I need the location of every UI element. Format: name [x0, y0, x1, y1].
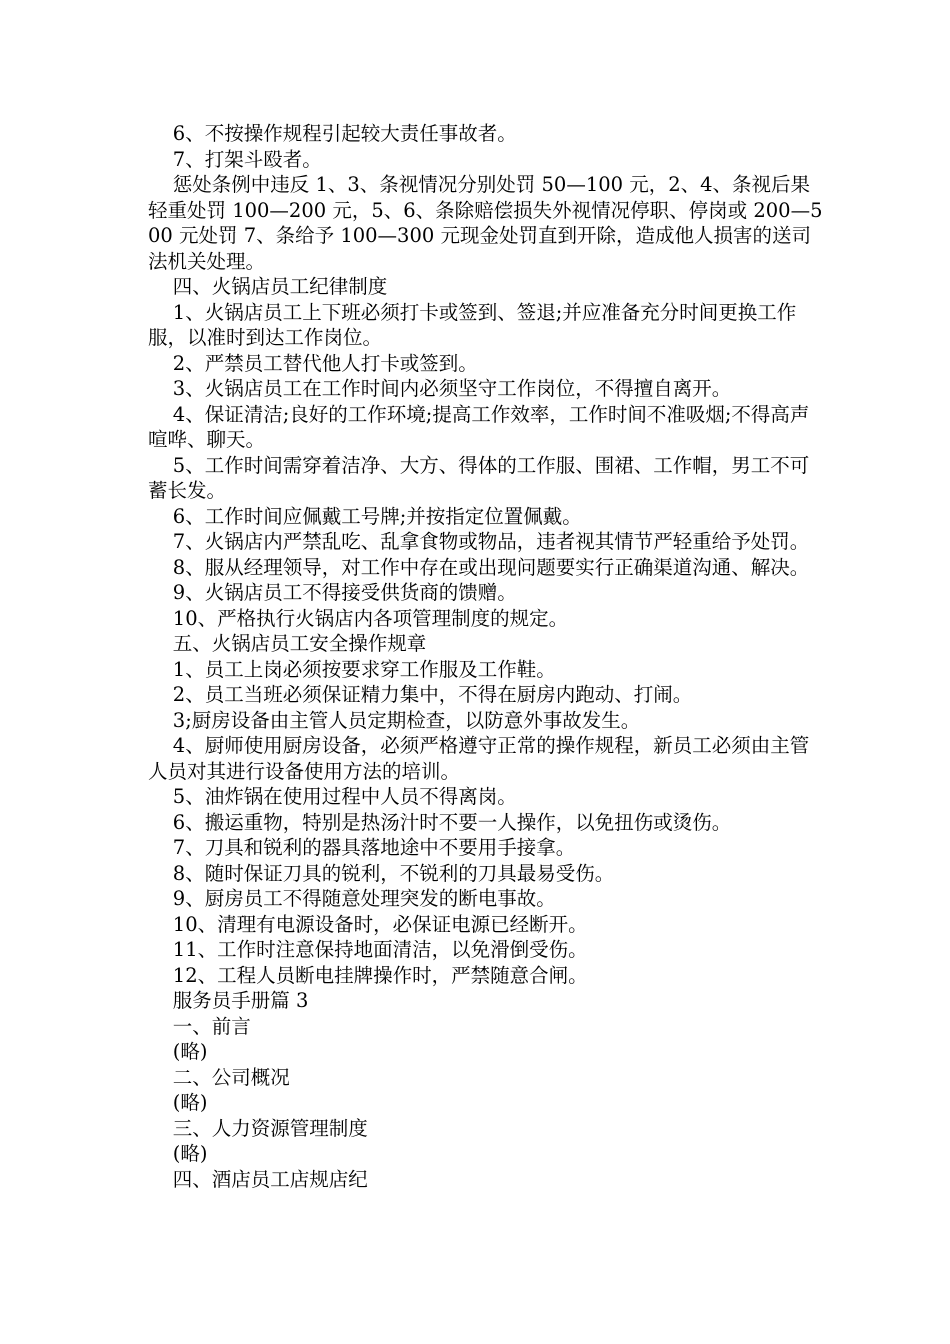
document-body: [148, 121, 828, 1192]
paragraph: 惩处条例中违反 1、3、条视情况分别处罚 50—100 元，2、4、条视后果轻重处罚 100—200 元，5、6、条除赔偿损失外视情况停职、停岗或 200—500 元处罚 7、条给予 100—300 元现金处罚直到开除，造成他人损害的送司法机关处理。: [148, 173, 823, 273]
section-heading: 二、公司概况: [148, 1065, 290, 1089]
paragraph: 11、工作时注意保持地面清洁，以免滑倒受伤。: [148, 938, 588, 961]
paragraph: 10、清理有电源设备时，必保证电源已经断开。: [148, 912, 588, 936]
paragraph: 8、服从经理领导，对工作中存在或出现问题要实行正确渠道沟通、解决。: [148, 555, 810, 579]
paragraph: 6、工作时间应佩戴工号牌;并按指定位置佩戴。: [148, 504, 582, 528]
section-heading: 一、前言: [148, 1014, 251, 1038]
paragraph: 9、厨房员工不得随意处理突发的断电事故。: [148, 887, 556, 910]
paragraph: 7、打架斗殴者。: [148, 147, 322, 171]
paragraph: 5、油炸锅在使用过程中人员不得离岗。: [148, 785, 517, 808]
paragraph: 7、火锅店内严禁乱吃、乱拿食物或物品，违者视其情节严轻重给予处罚。: [148, 530, 810, 553]
paragraph: 1、火锅店员工上下班必须打卡或签到、签退;并应准备充分时间更换工作服，以准时到达工作岗位。: [148, 300, 797, 349]
paragraph: (略): [148, 1091, 208, 1114]
paragraph: 3、火锅店员工在工作时间内必须坚守工作岗位，不得擅自离开。: [148, 377, 732, 400]
chapter-title: 服务员手册篇 3: [148, 989, 309, 1012]
paragraph: 5、工作时间需穿着洁净、大方、得体的工作服、围裙、工作帽，男工不可蓄长发。: [148, 453, 810, 502]
paragraph: 10、严格执行火锅店内各项管理制度的规定。: [148, 606, 569, 630]
paragraph: 6、搬运重物，特别是热汤汁时不要一人操作，以免扭伤或烫伤。: [148, 810, 732, 834]
paragraph: 12、工程人员断电挂牌操作时，严禁随意合闸。: [148, 963, 588, 987]
paragraph: 9、火锅店员工不得接受供货商的馈赠。: [148, 581, 517, 604]
section-heading: 四、火锅店员工纪律制度: [148, 275, 388, 298]
paragraph: 2、员工当班必须保证精力集中，不得在厨房内跑动、打闹。: [148, 683, 693, 706]
paragraph: 1、员工上岗必须按要求穿工作服及工作鞋。: [148, 657, 556, 681]
paragraph: (略): [148, 1040, 208, 1063]
paragraph: 4、保证清洁;良好的工作环境;提高工作效率，工作时间不准吸烟;不得高声喧哗、聊天。: [148, 402, 810, 451]
section-heading: 五、火锅店员工安全操作规章: [148, 632, 427, 655]
paragraph: 2、严禁员工替代他人打卡或签到。: [148, 351, 478, 375]
paragraph: 4、厨师使用厨房设备，必须严格遵守正常的操作规程，新员工必须由主管人员对其进行设备使用方法的培训。: [148, 734, 810, 783]
paragraph: 8、随时保证刀具的锐利，不锐利的刀具最易受伤。: [148, 861, 615, 885]
paragraph: 3;厨房设备由主管人员定期检查，以防意外事故发生。: [148, 708, 641, 732]
paragraph: (略): [148, 1142, 208, 1165]
section-heading: 三、人力资源管理制度: [148, 1116, 368, 1140]
paragraph: 6、不按操作规程引起较大责任事故者。: [148, 122, 517, 145]
section-heading: 四、酒店员工店规店纪: [148, 1167, 368, 1191]
paragraph: 7、刀具和锐利的器具落地途中不要用手接拿。: [148, 836, 576, 859]
